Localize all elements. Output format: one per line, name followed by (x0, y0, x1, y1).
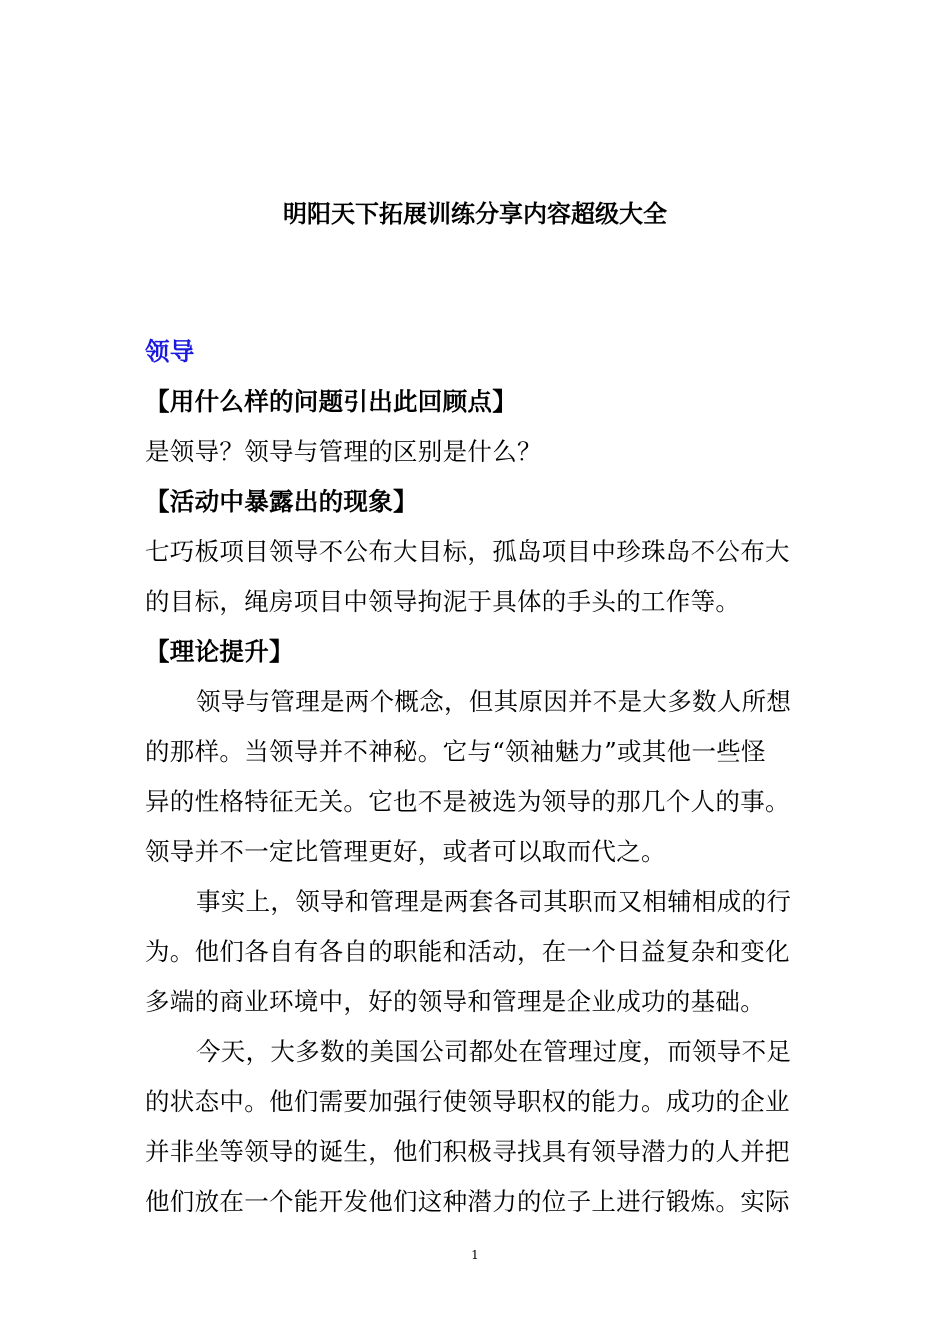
heading-question: 【用什么样的问题引出此回顾点】 (145, 387, 517, 416)
paragraph3-line: 并非坐等领导的诞生，他们积极寻找具有领导潜力的人并把 (145, 1137, 790, 1166)
question-line: 是领导？领导与管理的区别是什么？ (145, 437, 542, 466)
heading-phenomenon: 【活动中暴露出的现象】 (145, 487, 418, 516)
document-title: 明阳天下拓展训练分享内容超级大全 (283, 200, 667, 228)
heading-theory: 【理论提升】 (145, 637, 294, 666)
paragraph3-line: 今天，大多数的美国公司都处在管理过度，而领导不足 (196, 1037, 792, 1066)
page-number: 1 (471, 1248, 479, 1262)
paragraph2-line: 多端的商业环境中，好的领导和管理是企业成功的基础。 (145, 987, 765, 1016)
paragraph1-line: 领导与管理是两个概念，但其原因并不是大多数人所想 (196, 687, 792, 716)
section-title: 领导 (145, 337, 195, 366)
paragraph1-line: 异的性格特征无关。它也不是被选为领导的那几个人的事。 (145, 787, 790, 816)
paragraph2-line: 事实上，领导和管理是两套各司其职而又相辅相成的行 (196, 887, 792, 916)
document-body (145, 327, 810, 1227)
phenomenon-line: 七巧板项目领导不公布大目标，孤岛项目中珍珠岛不公布大 (145, 537, 790, 566)
paragraph3-line: 的状态中。他们需要加强行使领导职权的能力。成功的企业 (145, 1087, 790, 1116)
paragraph1-line: 领导并不一定比管理更好，或者可以取而代之。 (145, 837, 666, 866)
paragraph1-line: 的那样。当领导并不神秘。它与“领袖魅力”或其他一些怪 (145, 737, 766, 766)
phenomenon-line: 的目标，绳房项目中领导拘泥于具体的手头的工作等。 (145, 587, 741, 616)
paragraph2-line: 为。他们各自有各自的职能和活动，在一个日益复杂和变化 (145, 937, 790, 966)
paragraph3-line: 他们放在一个能开发他们这种潜力的位子上进行锻炼。实际 (145, 1187, 790, 1216)
